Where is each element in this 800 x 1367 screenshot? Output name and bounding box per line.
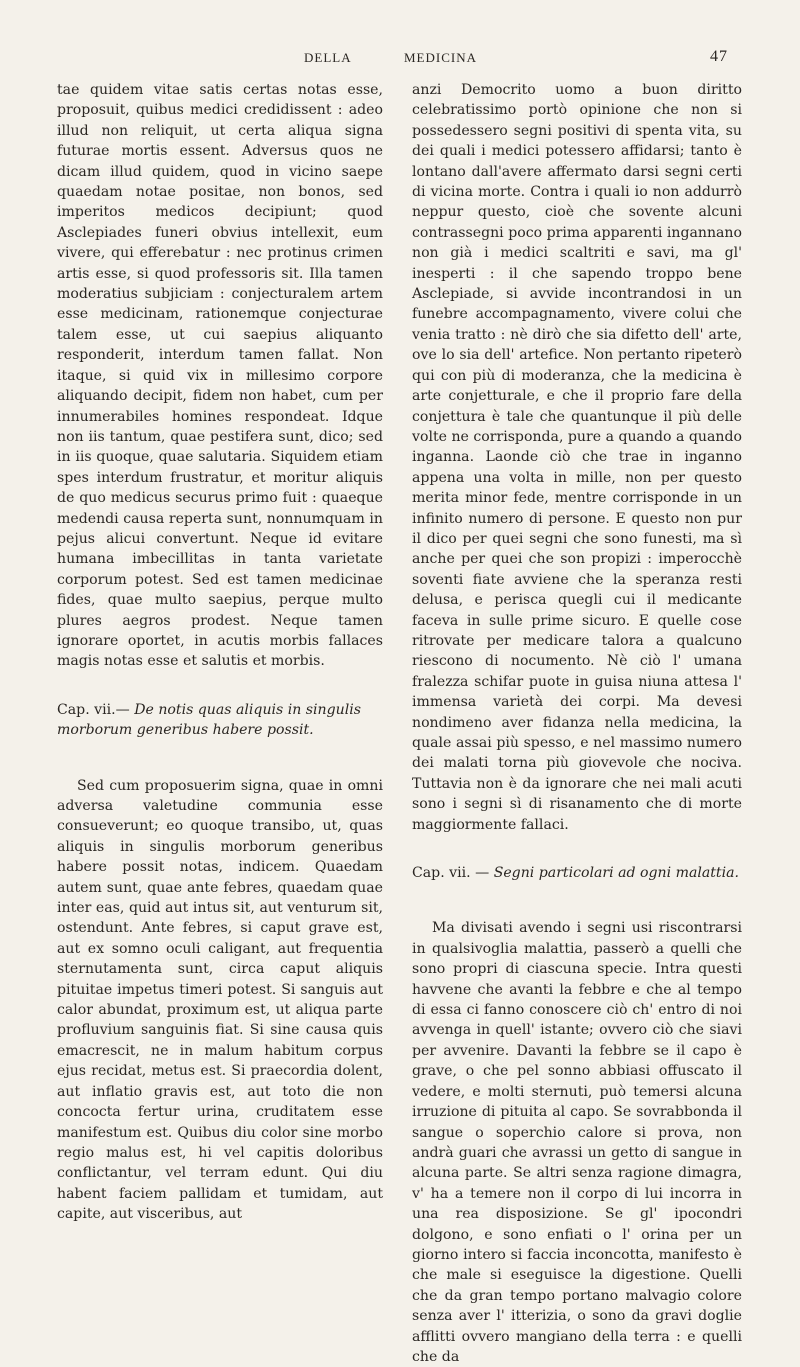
italian-column bbox=[412, 80, 742, 1367]
italian-chapter-title: Segni particolari ad ogni malattia. bbox=[493, 865, 739, 882]
latin-chapter-heading bbox=[57, 700, 383, 741]
italian-chapter-heading bbox=[412, 863, 742, 883]
heading-spacer bbox=[412, 895, 742, 918]
italian-chapter-label: Cap. vii. — bbox=[412, 865, 490, 882]
running-title-left: DELLA bbox=[304, 50, 352, 65]
italian-paragraph-2: Ma divisati avendo i segni usi riscontrarsi in qualsivoglia malattia, passerò a quelli che sono propri di ciascuna specie. Intra questi havvene che avanti la febbre e che al tempo di essa ci fanno conoscere ciò ch' entro di noi avvenga in quell' istante; ovvero ciò che siavi per avvenire. Davanti la febbre se il capo è grave, o che pel sonno abbiasi offuscato il vedere, e molti sternuti, può temersi alcuna irruzione di pituita al capo. Se sovrabbonda il sangue o soperchio calore si prova, non andrà guari che avrassi un getto di sangue in alcuna parte. Se altri senza ragione dimagra, v' ha a temere non il corpo di lui incorra in una rea disposizione. Se gl' ipocondri dolgono, e sono enfiati o l' orina per un giorno intero si faccia inconcotta, manifesto è che male si eseguisce la digestione. Quelli che da gran tempo portano malvagio colore senza aver l' itterizia, o sono da gravi doglie afflitti ovvero mangiano della terra : e quelli che da bbox=[412, 920, 742, 1365]
latin-chapter-title: De notis quas aliquis in singulis morborum generibus habere possit. bbox=[57, 701, 361, 739]
heading-spacer bbox=[57, 753, 383, 776]
italian-chapter-section bbox=[412, 863, 742, 1367]
italian-paragraph-1: anzi Democrito uomo a buon diritto celebratissimo portò opinione che non si possedessero segni positivi di spenta vita, su dei quali i medici potessero affidarsi; tanto è lontano dall'avere affermato darsi segni certi di vicina morte. Contra i quali io non addurrò neppur questo, cioè che sovente alcuni contrassegni poco prima apparenti ingannano non già i medici scaltriti e savi, ma gl' inesperti : il che sapendo troppo bene Asclepiade, si avvide incontrandosi in un funebre accompagnamento, vivere colui che venia tratto : nè dirò che sia difetto dell' arte, ove lo sia dell' artefice. Non pertanto ripeterò qui con più di moderanza, che la medicina è arte conjetturale, e che il proprio fare della conjettura è tale che quantunque il più delle volte ne corrisponda, pure a quando a quando inganna. Laonde ciò che trae in inganno appena una volta in mille, non per questo merita minor fede, mentre corrisponde in un infinito numero di persone. E questo non pur il dico per quei segni che sono funesti, ma sì anche per quei che son propizi : imperocchè soventi fiate avviene che la speranza resti delusa, e perisca quegli cui il medicante faceva in sulle prime sicuro. E quelle cose ritrovate per medicare talora a qualcuno riescono di nocumento. Nè ciò l' umana fralezza schifar puote in guisa niuna attesa l' immensa varietà dei corpi. Ma devesi nondimeno aver fidanza nella medicina, la quale assai più spesso, e nel massimo numero dei malati torna più giovevole che nociva. Tuttavia non è da ignorare che nei mali acuti sono i segni sì di risanamento che di morte maggiormente fallaci. bbox=[412, 82, 742, 833]
running-title-right: MEDICINA bbox=[404, 50, 477, 65]
latin-paragraph-2: Sed cum proposuerim signa, quae in omni adversa valetudine communia esse consueverunt; eo quoque transibo, ut, quas aliquis in singulis morborum generibus habere possit notas, indicem. Quaedam autem sunt, quae ante febres, quaedam quae inter eas, quid aut intus sit, aut venturum sit, ostendunt. Ante febres, si caput grave est, aut ex somno oculi caligant, aut frequentia sternutamenta sunt, circa caput aliquis pituitae impetus timeri potest. Si sanguis aut calor abundat, proximum est, ut aliqua parte profluvium sanguinis fiat. Si sine causa quis emacrescit, ne in malum habitum corpus ejus recidat, metus est. Si praecordia dolent, aut inflatio gravis est, aut toto die non concocta fertur urina, cruditatem esse manifestum est. Quibus diu color sine morbo regio malus est, hi vel capitis doloribus conflictantur, vel terram edunt. Qui diu habent faciem pallidam et tumidam, aut capite, aut visceribus, aut bbox=[57, 777, 383, 1223]
latin-paragraph-1: tae quidem vitae satis certas notas esse, proposuit, quibus medici credidissent : adeo illud non reliquit, ut certa aliqua signa futurae mortis essent. Adversus quos ne dicam illud quidem, quod in vicino saepe quaedam notae positae, non bonos, sed imperitos medicos decipiunt; quod Asclepiades funeri obvius intellexit, eum vivere, qui efferebatur : nec protinus crimen artis esse, si quod professoris sit. Illa tamen moderatius subjiciam : conjecturalem artem esse medicinam, rationemque conjecturae talem esse, ut cui saepius aliquanto responderit, interdum tamen fallat. Non itaque, si quid vix in millesimo corpore aliquando decipit, fidem non habet, cum per innumerabiles homines respondeat. Idque non iis tantum, quae pestifera sunt, dico; sed in iis quoque, quae salutaria. Siquidem etiam spes interdum frustratur, et moritur aliquis de quo medicus securus primo fuit : quaeque medendi causa reperta sunt, nonnumquam in pejus alicui convertunt. Neque id evitare humana imbecillitas in tanta varietate corporum potest. Sed est tamen medicinae fides, quae multo saepius, perque multo plures aegros prodest. Neque tamen ignorare oportet, in acutis morbis fallaces magis notas esse et salutis et morbis. bbox=[57, 82, 383, 670]
page-number: 47 bbox=[710, 48, 728, 65]
latin-chapter-label: Cap. vii.— bbox=[57, 701, 130, 718]
latin-column bbox=[57, 80, 383, 1225]
latin-chapter-section bbox=[57, 700, 383, 1225]
